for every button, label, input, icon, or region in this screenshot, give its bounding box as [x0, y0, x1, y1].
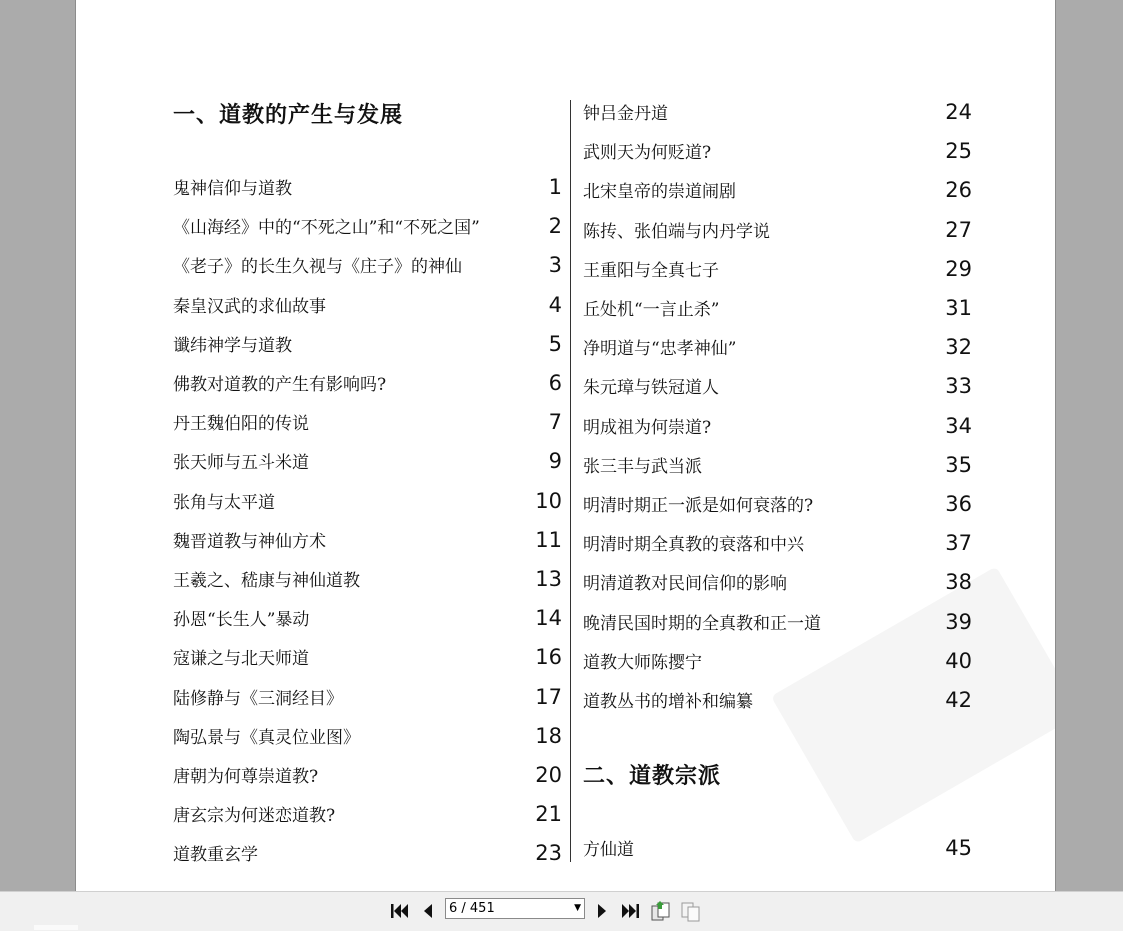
- toc-entry: [583, 256, 972, 286]
- toc-entry-page: 37: [945, 531, 972, 556]
- toc-entry-page: 25: [945, 139, 972, 164]
- toc-entry-title: 唐朝为何尊崇道教?: [173, 767, 319, 787]
- toc-entry-title: 明清道教对民间信仰的影响: [583, 574, 787, 595]
- toc-entry-title: 王重阳与全真七子: [583, 260, 719, 281]
- next-page-button[interactable]: [591, 900, 613, 922]
- toc-entry-page: 24: [945, 100, 972, 124]
- toc-entry-title: 道教丛书的增补和编纂: [583, 692, 753, 712]
- toc-entry: [583, 334, 972, 364]
- prev-page-button[interactable]: [417, 900, 439, 922]
- toc-entry: [173, 448, 562, 478]
- toc-entry: [173, 566, 562, 596]
- toc-entry: [583, 99, 972, 129]
- toc-entry-page: 11: [535, 527, 562, 552]
- last-page-icon: [621, 902, 641, 920]
- toc-entry-title: 张天师与五斗米道: [173, 453, 309, 474]
- toc-entry-page: 26: [945, 178, 972, 203]
- toc-entry: [173, 605, 562, 635]
- toc-entry: [583, 295, 972, 325]
- toc-entry-title: 魏晋道教与神仙方术: [173, 531, 326, 552]
- toc-entry-title: 丘处机“一言止杀”: [583, 300, 720, 320]
- page-indicator: 6 / 451: [449, 901, 495, 916]
- toc-entry-title: 武则天为何贬道?: [583, 143, 712, 164]
- toc-entry: [173, 292, 562, 322]
- toc-entry: [583, 217, 972, 247]
- toc-entry-page: 6: [548, 371, 562, 395]
- toc-entry-page: 39: [945, 609, 972, 634]
- toc-entry-title: 方仙道: [583, 840, 634, 860]
- toc-entry: [583, 530, 972, 560]
- toc-entry-page: 17: [535, 684, 562, 709]
- toc-entry: [583, 569, 972, 599]
- toc-entry-page: 13: [535, 567, 562, 591]
- toc-entry-page: 35: [945, 452, 972, 477]
- toc-entry-page: 1: [548, 175, 562, 199]
- toc-entry: [583, 177, 972, 207]
- toc-entry-page: 33: [945, 374, 972, 399]
- toc-entry: [173, 527, 562, 557]
- section-heading-2: 二、道教宗派: [583, 764, 722, 789]
- document-page: [75, 0, 1056, 891]
- insert-page-button[interactable]: [680, 900, 702, 922]
- toc-entry-page: 45: [945, 836, 972, 860]
- toc-entry-title: 《山海经》中的“不死之山”和“不死之国”: [173, 218, 480, 239]
- toc-entry-title: 道教重玄学: [173, 845, 258, 866]
- extract-page-icon: [650, 900, 672, 922]
- toc-entry: [173, 840, 562, 870]
- toc-entry: [173, 801, 562, 831]
- toc-entry-page: 32: [945, 335, 972, 360]
- toc-entry-title: 晚清民国时期的全真教和正一道: [583, 613, 821, 634]
- toc-entry-page: 40: [945, 648, 972, 673]
- toc-entry-title: 张角与太平道: [173, 492, 275, 513]
- toc-entry-title: 朱元璋与铁冠道人: [583, 378, 719, 399]
- first-page-button[interactable]: [388, 900, 410, 922]
- toc-entry-page: 7: [548, 410, 562, 435]
- pdf-toolbar: [0, 891, 1123, 931]
- toc-entry-page: 36: [945, 492, 972, 516]
- toc-entry-title: 秦皇汉武的求仙故事: [173, 296, 326, 317]
- toc-entry-title: 明清时期全真教的衰落和中兴: [583, 535, 804, 556]
- toc-entry: [173, 723, 562, 753]
- toc-entry-page: 18: [535, 723, 562, 748]
- column-divider: [570, 100, 571, 862]
- toc-entry-title: 北宋皇帝的崇道闹剧: [583, 182, 736, 203]
- toc-entry: [583, 609, 972, 639]
- toc-entry-page: 42: [945, 688, 972, 712]
- toc-entry: [173, 331, 562, 361]
- toc-entry-title: 陆修静与《三洞经目》: [173, 688, 343, 709]
- first-page-icon: [389, 902, 409, 920]
- toc-entry-page: 23: [535, 841, 562, 866]
- toc-entry-title: 谶纬神学与道教: [173, 335, 292, 356]
- toc-entry-page: 34: [945, 413, 972, 438]
- prev-page-icon: [421, 902, 435, 920]
- toc-entry-page: 9: [548, 449, 562, 474]
- toc-entry-title: 道教大师陈撄宁: [583, 652, 702, 673]
- toc-entry-title: 《老子》的长生久视与《庄子》的神仙: [173, 257, 462, 278]
- toc-entry-page: 16: [535, 645, 562, 670]
- toc-entry-page: 10: [535, 488, 562, 513]
- toc-entry-page: 2: [548, 214, 562, 239]
- toc-entry-title: 丹王魏伯阳的传说: [173, 414, 309, 435]
- toc-entry: [583, 413, 972, 443]
- toc-entry-title: 钟吕金丹道: [583, 104, 668, 124]
- last-page-button[interactable]: [620, 900, 642, 922]
- toc-entry-page: 21: [535, 802, 562, 827]
- toc-entry-title: 净明道与“忠孝神仙”: [583, 339, 737, 360]
- toc-entry-title: 陶弘景与《真灵位业图》: [173, 727, 360, 748]
- toc-entry-page: 5: [548, 331, 562, 356]
- toc-entry: [173, 684, 562, 714]
- section-heading-1: 一、道教的产生与发展: [173, 103, 404, 128]
- toc-entry: [583, 138, 972, 168]
- toc-entry-page: 27: [945, 217, 972, 242]
- toc-entry: [173, 213, 562, 243]
- toc-entry: [583, 687, 972, 717]
- toc-entry-page: 14: [535, 606, 562, 631]
- toc-entry-page: 31: [945, 296, 972, 320]
- toc-entry: [173, 762, 562, 792]
- toc-entry: [583, 648, 972, 678]
- toc-entry-page: 38: [945, 570, 972, 595]
- page-number-select[interactable]: [445, 898, 585, 919]
- chevron-down-icon: ▼: [574, 903, 581, 913]
- toc-entry: [583, 373, 972, 403]
- toc-entry: [173, 488, 562, 518]
- toc-entry-title: 鬼神信仰与道教: [173, 179, 292, 199]
- toc-entry-page: 29: [945, 256, 972, 281]
- extract-page-button[interactable]: [650, 900, 672, 922]
- toc-entry-title: 佛教对道教的产生有影响吗?: [173, 375, 387, 395]
- next-page-icon: [595, 902, 609, 920]
- toc-entry: [583, 835, 972, 865]
- toc-entry-page: 4: [548, 292, 562, 317]
- toc-entry-page: 3: [548, 253, 562, 278]
- toc-entry-page: 20: [535, 763, 562, 787]
- toc-entry-title: 唐玄宗为何迷恋道教?: [173, 806, 336, 827]
- toc-entry-title: 张三丰与武当派: [583, 456, 702, 477]
- toc-entry: [583, 452, 972, 482]
- toc-entry-title: 王羲之、嵇康与神仙道教: [173, 571, 360, 591]
- toc-entry: [583, 491, 972, 521]
- toc-entry: [173, 644, 562, 674]
- toc-entry: [173, 252, 562, 282]
- toc-entry: [173, 174, 562, 204]
- toc-entry-title: 明清时期正一派是如何衰落的?: [583, 496, 814, 516]
- toc-entry-title: 明成祖为何崇道?: [583, 417, 712, 438]
- toc-entry: [173, 409, 562, 439]
- toc-entry-title: 孙恩“长生人”暴动: [173, 610, 310, 631]
- toc-entry: [173, 370, 562, 400]
- corner-tab: [34, 925, 78, 930]
- toc-entry-title: 寇谦之与北天师道: [173, 649, 309, 670]
- toc-entry-title: 陈抟、张伯端与内丹学说: [583, 221, 770, 242]
- insert-page-icon: [680, 900, 702, 922]
